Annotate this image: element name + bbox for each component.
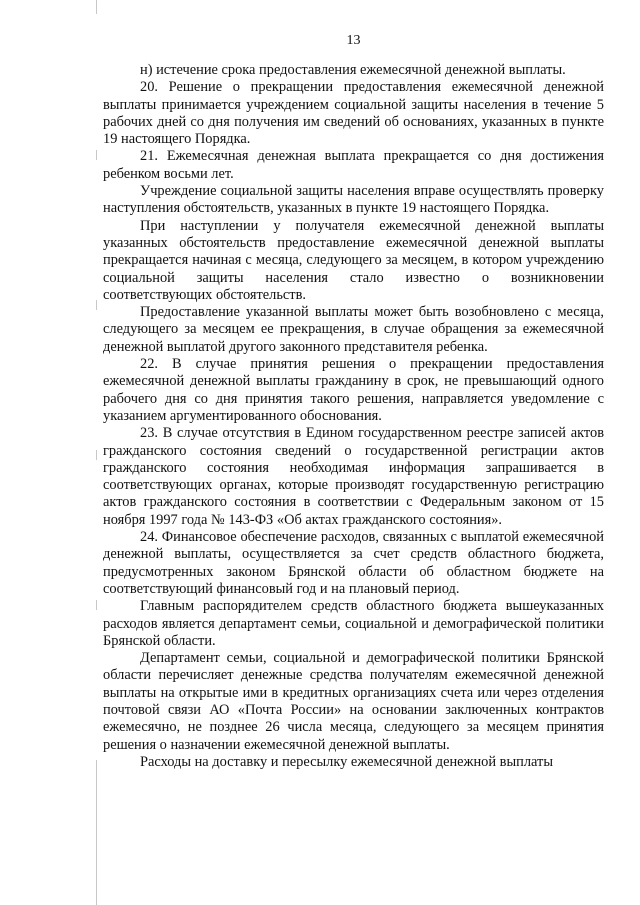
paragraph-department-transfers: Департамент семьи, социальной и демографической политики Брянской области перечисляет денежные средства получателям ежемесячной денежной выплаты на открытые ими в кредитных организациях счета или через отделения почтовой связи АО «Почта России» на основании заключенных контрактов ежемесячно, не позднее 26 числа месяца, следующего за месяцем принятия решения о назначении ежемесячной денежной выплаты. [103, 650, 604, 753]
paragraph-resumption: Предоставление указанной выплаты может быть возобновлено с месяца, следующего за месяцем ее прекращения, в случае обращения за ежемесячной денежной выплатой другого законного представителя ребенка. [103, 304, 604, 355]
paragraph-termination: При наступлении у получателя ежемесячной денежной выплаты указанных обстоятельств предоставление ежемесячной денежной выплаты прекращается начиная с месяца, следующего за месяцем, в котором учреждению социальной защиты населения стало известно о возникновении соответствующих обстоятельств. [103, 217, 604, 303]
paragraph-20: 20. Решение о прекращении предоставления ежемесячной денежной выплаты принимается учреждением социальной защиты населения в течение 5 рабочих дней со дня получения им сведений об основаниях, указанных в пункте 19 настоящего Порядка. [103, 79, 604, 148]
paragraph-verification: Учреждение социальной защиты населения вправе осуществлять проверку наступления обстоятельств, указанных в пункте 19 настоящего Порядка. [103, 183, 604, 217]
page-number: 13 [346, 33, 361, 48]
paragraph-item-n: н) истечение срока предоставления ежемесячной денежной выплаты. [140, 62, 566, 78]
paragraph-23: 23. В случае отсутствия в Едином государственном реестре записей актов гражданского состояния сведений о государственной регистрации актов гражданского состояния необходимая информация запрашивается в соответствующих органах, которые производят государственную регистрацию актов гражданского состояния в соответствии с Федеральным законом от 15 ноября 1997 года № 143-ФЗ «Об актах гражданского состояния». [103, 425, 604, 528]
paragraph-chief-administrator: Главным распорядителем средств областного бюджета вышеуказанных расходов является департамент семьи, социальной и демографической политики Брянской области. [103, 598, 604, 649]
paragraph-delivery-costs: Расходы на доставку и пересылку ежемесячной денежной выплаты [140, 753, 553, 770]
paragraph-21: 21. Ежемесячная денежная выплата прекращается со дня достижения ребенком восьми лет. [103, 148, 604, 182]
paragraph-24: 24. Финансовое обеспечение расходов, связанных с выплатой ежемесячной денежной выплаты, осуществляется за счет средств областного бюджета, предусмотренных законом Брянской области об областном бюджете на соответствующий финансовый год и на плановый период. [103, 529, 604, 597]
document-page [103, 32, 604, 771]
paragraph-22: 22. В случае принятия решения о прекращении предоставления ежемесячной денежной выплаты гражданину в срок, не превышающий одного рабочего дня со дня принятия такого решения, направляется уведомление с указанием аргументированного обоснования. [103, 356, 604, 424]
